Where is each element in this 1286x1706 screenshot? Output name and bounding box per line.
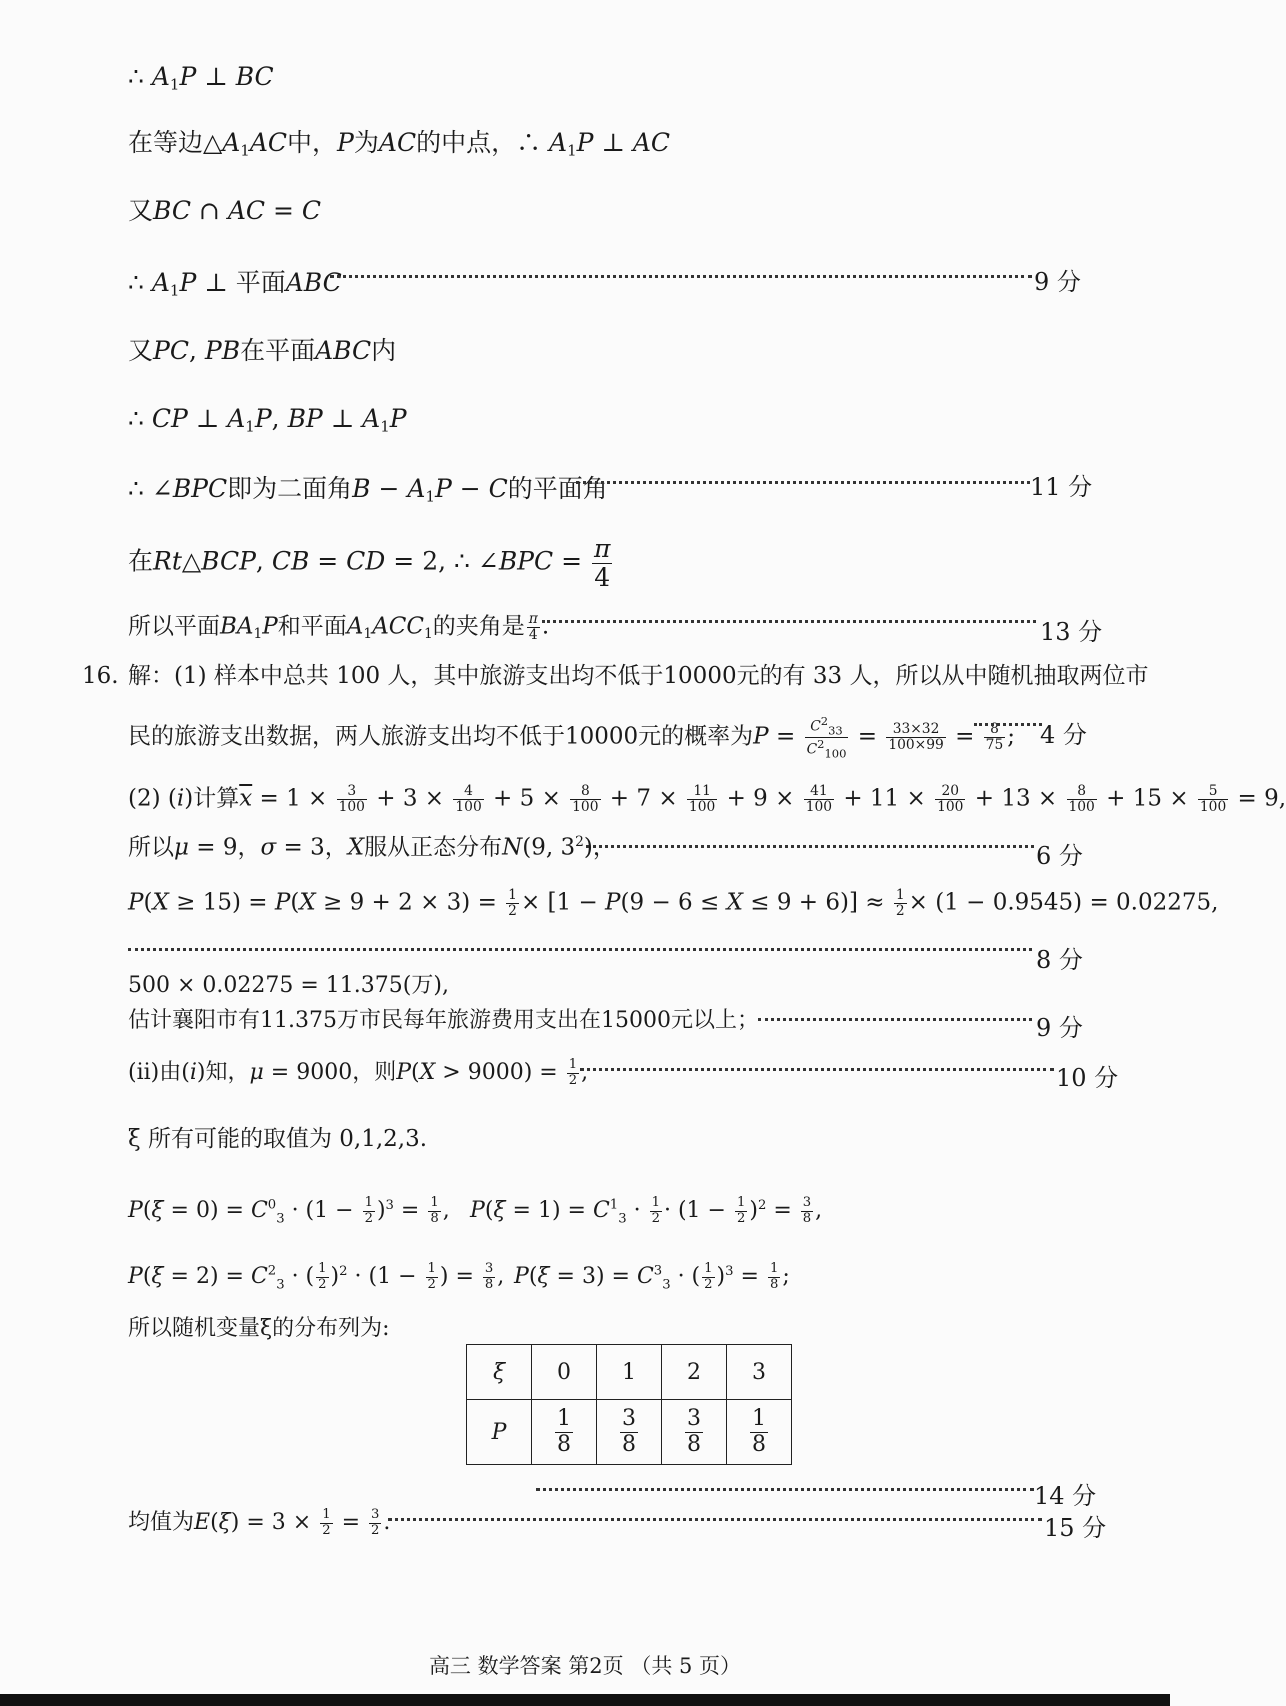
score-leader xyxy=(536,1488,1034,1491)
step-a1p-perp-bc: ∴ $A_1P$ ⊥ BC xyxy=(128,62,274,94)
score-leader xyxy=(128,948,1032,951)
table-cell: $\frac{3}{8}$ xyxy=(662,1400,727,1465)
q16-expectation: 均值为E(ξ) = 3 × $\frac{1}{2}$ = $\frac{3}{2}$ . xyxy=(128,1507,391,1538)
table-cell: $\frac{1}{8}$ xyxy=(727,1400,792,1465)
table-cell: ξ xyxy=(467,1345,532,1400)
q16-part1-prob: 民的旅游支出数据，两人旅游支出均不低于10000元的概率为P = $\frac{C^2_{33}}{C^2_{100}}$ = $\frac{33\times 32}{100\times 99}$ = $\frac{8}{75}$ ; xyxy=(128,714,1015,761)
q16-p-xi-2: $P(\xi = 2) = C^2_3$ · ( $\frac{1}{2}$ )$^2$ · (1 − $\frac{1}{2}$ ) = $\frac{3}{8}$ , xyxy=(128,1261,505,1293)
q16-p-xi-1: $P(\xi = 1) = C^1_3$ · $\frac{1}{2}$ · (1 − $\frac{1}{2}$ )$^2$ = $\frac{3}{8}$ , xyxy=(470,1195,823,1227)
score-leader xyxy=(974,723,1042,726)
q16-p-xi-0: $P(\xi = 0) = C^0_3 \cdot (1$ − $\frac{1}{2}$ )$^3$ = $\frac{1}{8}$ , xyxy=(128,1195,450,1227)
table-cell: 0 xyxy=(532,1345,597,1400)
table-cell: $\frac{3}{8}$ xyxy=(597,1400,662,1465)
table-cell: P xyxy=(467,1400,532,1465)
table-row xyxy=(467,1345,792,1400)
score-leader xyxy=(388,1518,1042,1521)
score-leader xyxy=(542,620,1036,623)
question-number: 16. xyxy=(82,663,119,689)
score-leader xyxy=(330,275,1032,278)
step-right-triangle: 在Rt△BCP, CB = CD = 2, ∴ ∠BPC = $\frac{\pi}{4}$ xyxy=(128,534,611,592)
q16-product: 500 × 0.02275 = 11.375(万), xyxy=(128,973,449,998)
score-mark: 6 分 xyxy=(1036,842,1083,870)
score-mark: 9 分 xyxy=(1034,268,1081,296)
table-cell: 1 xyxy=(597,1345,662,1400)
step-angle-result: 所以平面$BA_1P$和平面$A_1ACC_1$的夹角是 $\frac{\pi}{4}$ . xyxy=(128,611,550,644)
score-mark: 8 分 xyxy=(1036,946,1083,974)
score-mark: 13 分 xyxy=(1040,618,1103,646)
score-mark: 9 分 xyxy=(1036,1014,1083,1042)
q16-part1-text: 解：(1) 样本中总共 100 人，其中旅游支出均不低于10000元的有 33 人，所以从中随机抽取两位市 xyxy=(128,663,1149,689)
step-cp-bp: ∴ CP ⊥ $A_1P$, BP ⊥ $A_1P$ xyxy=(128,404,407,436)
score-leader xyxy=(586,845,1034,848)
table-cell: $\frac{1}{8}$ xyxy=(532,1400,597,1465)
q16-dist-intro: 所以随机变量ξ的分布列为: xyxy=(128,1316,390,1341)
score-leader xyxy=(580,1068,1054,1071)
q16-xi-values: ξ 所有可能的取值为 0,1,2,3. xyxy=(128,1126,428,1152)
q16-normal: 所以μ = 9，σ = 3，X服从正态分布N(9, $3^2$)， xyxy=(128,834,616,861)
q16-mean-calc: (2) (i)计算$\overline{x} = 1$ × $\frac{3}{100}$ + 3 × $\frac{4}{100}$ + 5 × $\frac{8}{100}$ + 7 × $\frac{11}{100}$ + 9 × $\frac{41}{100}$ + 11 × $\frac{20}{100}$ + 13 × $\frac{8}{100}$ + 15 × $\frac{5}{100}$ = 9, xyxy=(128,783,1286,816)
q16-prob-ge-15: P(X ≥ 15) = P(X ≥ 9 + 2 × 3) = $\frac{1}{2}$ × [1 − P(9 − 6 ≤ X ≤ 9 + 6)] ≈ $\frac{1}{2}$ × (1 − 0.9545) = 0.02275, xyxy=(128,887,1219,920)
score-mark: 4 分 xyxy=(1040,721,1087,749)
q16-p-xi-3: $P(\xi = 3) = C^3_3$ · ( $\frac{1}{2}$ )$^3$ = $\frac{1}{8}$ ; xyxy=(514,1261,790,1293)
score-mark: 11 分 xyxy=(1030,473,1093,501)
bottom-edge xyxy=(0,1694,1170,1706)
step-perp-plane: ∴ $A_1P$ ⊥ 平面ABC xyxy=(128,268,342,300)
step-dihedral: ∴ ∠BPC即为二面角$B - A_1P - C$的平面角 xyxy=(128,474,608,506)
page-footer: 高三 数学答案 第2页 （共 5 页） xyxy=(428,1654,742,1678)
table-cell: 2 xyxy=(662,1345,727,1400)
q16-part-ii: (ii)由(i)知，μ = 9000，则P(X > 9000) = $\frac{1}{2}$ , xyxy=(128,1057,589,1088)
step-equilateral: 在等边$\triangle A_1AC$中，P为AC的中点，∴ $A_1P$ ⊥ AC xyxy=(128,128,671,160)
distribution-table xyxy=(466,1344,792,1465)
score-leader xyxy=(758,1018,1032,1021)
score-leader xyxy=(576,481,1030,484)
step-in-plane: 又PC, PB在平面ABC内 xyxy=(128,336,397,365)
table-row xyxy=(467,1400,792,1465)
q16-estimate: 估计襄阳市有11.375万市民每年旅游费用支出在15000元以上； xyxy=(128,1008,759,1033)
score-mark: 10 分 xyxy=(1056,1064,1119,1092)
score-mark: 14 分 xyxy=(1034,1482,1097,1510)
score-mark: 15 分 xyxy=(1044,1514,1107,1542)
step-intersection: 又BC ∩ AC = C xyxy=(128,196,321,225)
table-cell: 3 xyxy=(727,1345,792,1400)
